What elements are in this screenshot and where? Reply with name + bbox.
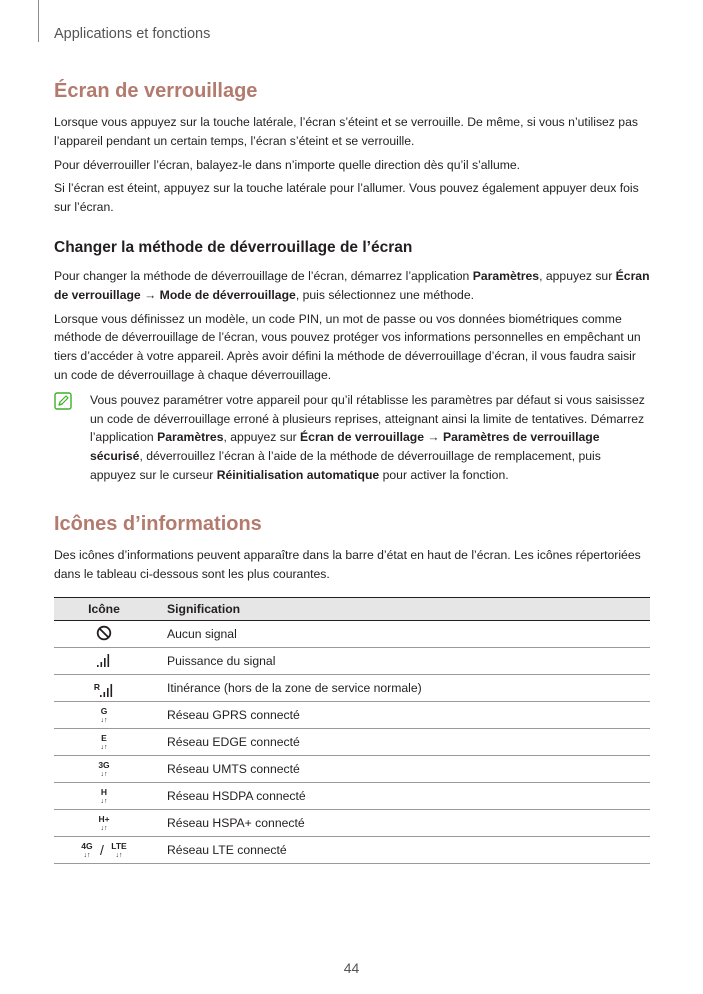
table-row [54, 783, 650, 810]
4g-icon-label: 4G [81, 841, 93, 852]
signal-strength-icon [96, 657, 112, 671]
hsdpa-icon [101, 788, 108, 805]
ui-term: Paramètres de verrouillage sécurisé [90, 430, 600, 464]
section-title-info-icons: Icônes d’informations [54, 512, 262, 535]
hspa-plus-icon [98, 815, 109, 832]
text-run: pour activer la fonction. [379, 467, 509, 482]
paragraph: Pour déverrouiller l’écran, balayez-le dans n’importe quelle direction dès qu’il s’allume. [54, 157, 521, 172]
note-block [54, 391, 650, 485]
gprs-icon-label: G [100, 706, 108, 717]
meaning-cell: Aucun signal [154, 621, 650, 648]
hspa-plus-icon-label: H+ [98, 814, 110, 825]
text-run: Pour changer la méthode de déverrouillage de l’écran, démarrez l’application [54, 268, 473, 283]
page-number: 44 [343, 960, 360, 976]
icon-cell [54, 621, 154, 648]
paragraph: Lorsque vous définissez un modèle, un code PIN, un mot de passe ou vos données biométriques comme méthode de déverrouillage de l’écran, vous pouvez protéger vos informations personnelles en empêchant un tiers d’accéder à votre appareil. Après avoir défini la méthode de déverrouillage d’écran, il vous faudra saisir un code de déverrouillage à chaque déverrouillage. [54, 311, 641, 382]
column-header-icon: Icône [88, 602, 120, 617]
meaning-cell: Puissance du signal [154, 648, 650, 675]
table-row [54, 837, 650, 864]
data-arrows-icon: ↓↑ [115, 851, 123, 859]
icon-cell [54, 648, 154, 675]
icon-cell [54, 783, 154, 810]
page-content [54, 80, 650, 864]
meaning-cell: Réseau HSPA+ connecté [154, 810, 650, 837]
icon-cell [54, 810, 154, 837]
ui-term: Écran de verrouillage [300, 430, 425, 445]
meaning-cell: Itinérance (hors de la zone de service normale) [154, 675, 650, 702]
text-run: , puis sélectionnez une méthode. [295, 287, 475, 302]
icon-cell [54, 675, 154, 702]
no-signal-icon [96, 630, 112, 644]
paragraph [54, 267, 650, 305]
meaning-cell: Réseau LTE connecté [154, 837, 650, 864]
ui-term: Paramètres [157, 430, 224, 445]
umts-3g-icon [98, 761, 109, 778]
meaning-cell: Réseau UMTS connecté [154, 756, 650, 783]
data-arrows-icon: ↓↑ [83, 851, 91, 859]
hsdpa-icon-label: H [100, 787, 108, 798]
data-arrows-icon: ↓↑ [100, 716, 108, 724]
icon-cell [54, 702, 154, 729]
roaming-icon [94, 682, 114, 698]
note-text [90, 391, 650, 485]
arrow-separator: → [424, 430, 443, 445]
table-row [54, 810, 650, 837]
icon-separator: / [100, 842, 104, 859]
ui-term: Paramètres [472, 268, 540, 283]
margin-rule [38, 0, 39, 42]
meaning-cell: Réseau GPRS connecté [154, 702, 650, 729]
edge-icon-label: E [101, 733, 107, 744]
table-row [54, 675, 650, 702]
edge-icon [101, 734, 108, 751]
4g-icon [81, 842, 92, 859]
icon-cell [54, 729, 154, 756]
roaming-icon-label: R [93, 681, 101, 692]
text-run: , appuyez sur [539, 268, 616, 283]
data-arrows-icon: ↓↑ [100, 743, 108, 751]
gprs-icon [101, 707, 108, 724]
lte-icon [111, 842, 126, 859]
ui-term: Écran de verrouillage [54, 268, 650, 302]
table-row [54, 729, 650, 756]
ui-term: Réinitialisation automatique [216, 467, 380, 482]
paragraph: Lorsque vous appuyez sur la touche latérale, l’écran s’éteint et se verrouille. De même, si vous n’utilisez pas l’appareil pendant un certain temps, l’écran s’éteint et se verrouille. [54, 115, 638, 148]
icon-cell [54, 756, 154, 783]
lte-icon-label: LTE [111, 841, 127, 852]
running-header: Applications et fonctions [54, 26, 211, 42]
data-arrows-icon: ↓↑ [100, 797, 108, 805]
icon-cell [54, 837, 154, 864]
paragraph: Si l’écran est éteint, appuyez sur la touche latérale pour l’allumer. Vous pouvez également appuyer deux fois sur l’écran. [54, 181, 639, 215]
table-row [54, 621, 650, 648]
data-arrows-icon: ↓↑ [100, 770, 108, 778]
data-arrows-icon: ↓↑ [100, 824, 108, 832]
text-run: , déverrouillez l’écran à l’aide de la méthode de déverrouillage de remplacement, puis appuyez sur le curseur [90, 449, 601, 482]
column-header-meaning: Signification [167, 602, 241, 617]
section-title-lock-screen: Écran de verrouillage [54, 80, 258, 102]
icon-table [54, 597, 650, 864]
text-run: Vous pouvez paramétrer votre appareil pour qu’il rétablisse les paramètres par défaut si vous saisissez un code de déverrouillage erroné à plusieurs reprises, atteignant ainsi la limite de tentatives. Démarrez l’application [90, 392, 645, 445]
umts-icon-label: 3G [98, 760, 110, 771]
arrow-separator: → [140, 287, 160, 302]
paragraph: Des icônes d’informations peuvent apparaître dans la barre d’état en haut de l’écran. Les icônes répertoriées dans le tableau ci-dessous sont les plus courantes. [54, 547, 641, 581]
meaning-cell: Réseau EDGE connecté [154, 729, 650, 756]
table-row [54, 648, 650, 675]
paragraph [90, 391, 650, 485]
table-row [54, 702, 650, 729]
subsection-title-unlock-method: Changer la méthode de déverrouillage de l’écran [54, 238, 413, 256]
ui-term: Mode de déverrouillage [159, 287, 296, 302]
table-header-row [54, 598, 650, 621]
table-row [54, 756, 650, 783]
note-pencil-icon [54, 391, 90, 485]
meaning-cell: Réseau HSDPA connecté [154, 783, 650, 810]
text-run: , appuyez sur [223, 430, 301, 445]
